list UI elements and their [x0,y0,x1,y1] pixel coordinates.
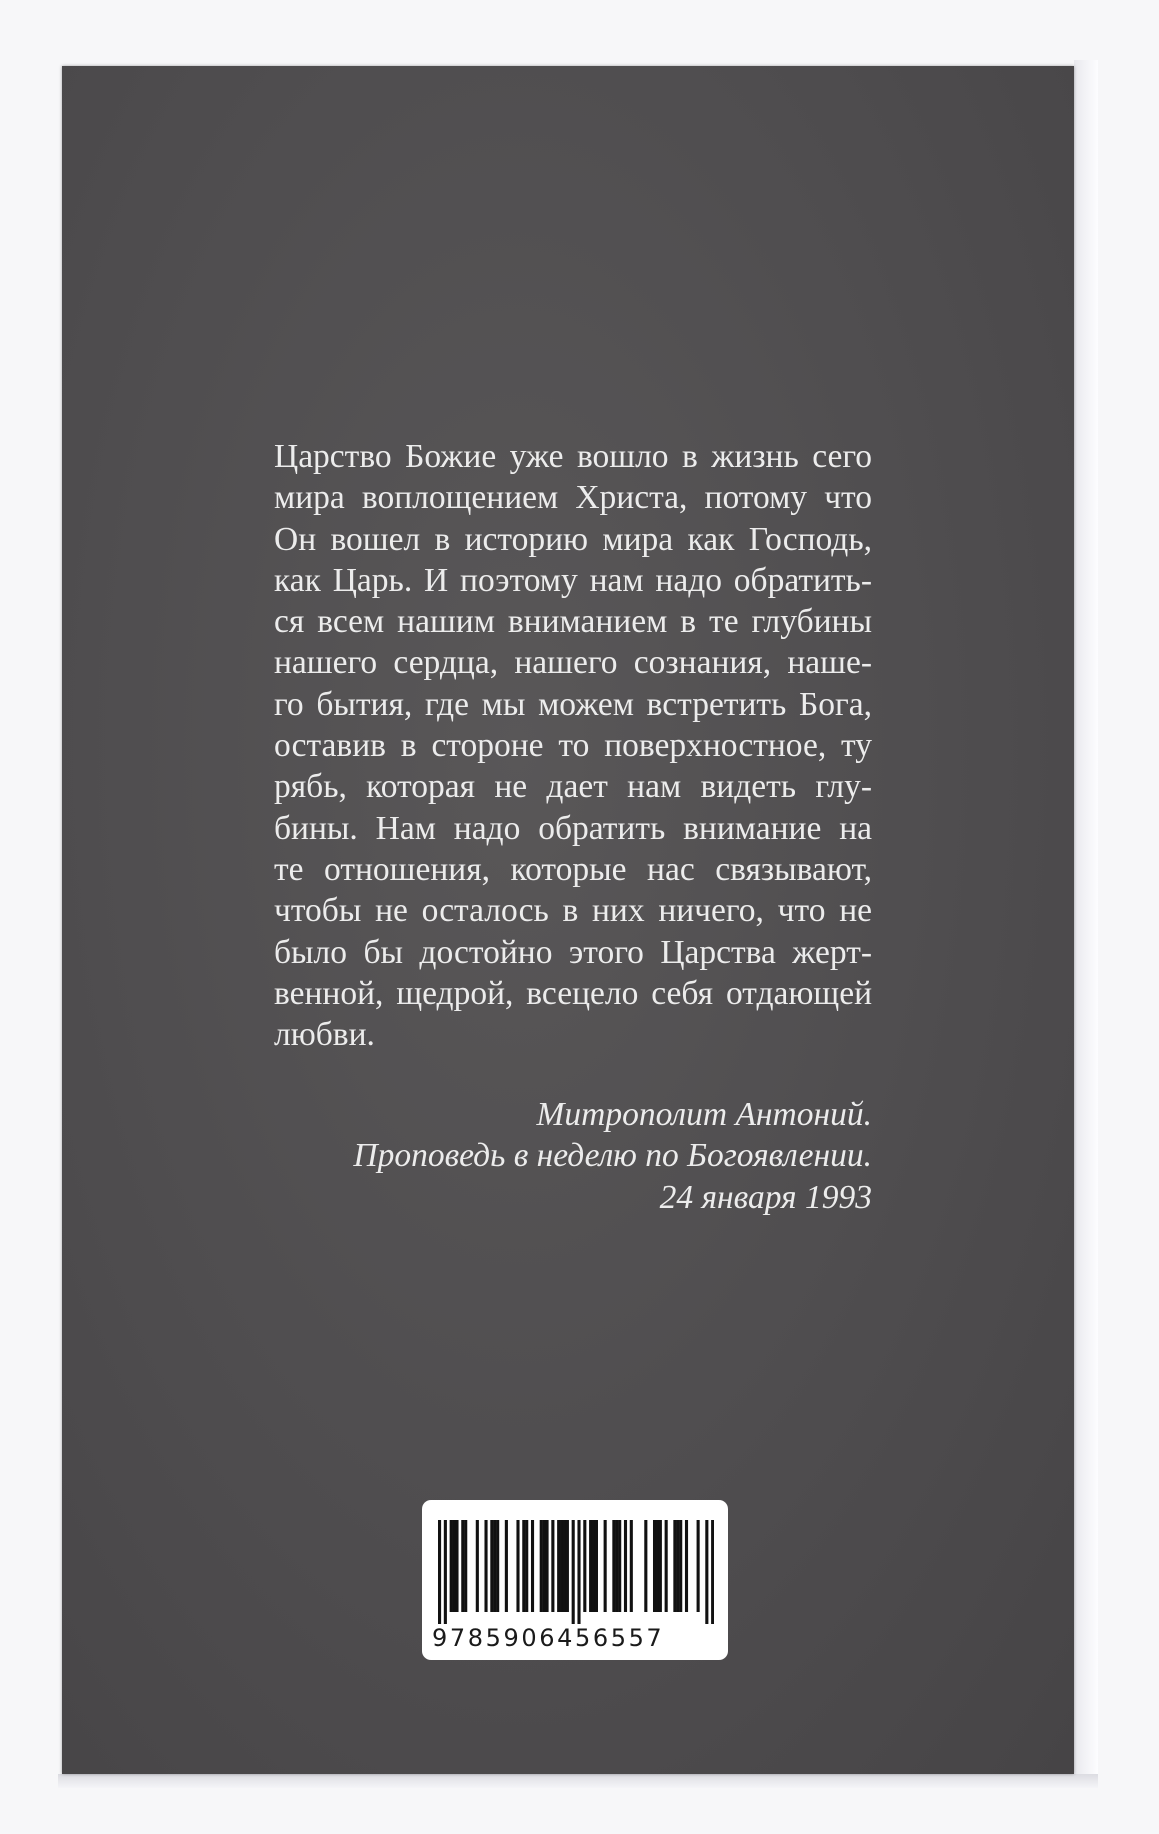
barcode-bar [653,1520,656,1612]
barcode-bar [644,1520,647,1612]
barcode-bar [673,1520,676,1612]
barcode-bar [476,1520,479,1612]
barcode-bar [531,1520,534,1612]
barcode-bar [540,1520,543,1612]
quote-line: го бытия, где мы можем встретить Бога, [274,685,872,723]
quote-line: рябь, которая не дает нам видеть глу- [274,768,872,806]
attribution-date: 24 января 1993 [659,1178,872,1216]
quote-line: Он вошел в историю мира как Господь, [274,520,872,558]
book-page-edge-right [1074,60,1098,1782]
barcode-bar [589,1520,592,1612]
barcode-bar [560,1520,563,1612]
barcode-bar [557,1520,560,1612]
barcode-bar [630,1520,633,1612]
barcode-bar [505,1520,508,1612]
quote-line: мира воплощением Христа, потому что [274,479,872,517]
barcode-bar [543,1520,546,1612]
barcode-bar [592,1520,595,1612]
barcode-bar [450,1520,453,1612]
barcode-bar [679,1520,682,1612]
barcode-bar [464,1520,467,1612]
barcode-bar [612,1520,615,1612]
barcode-bar [522,1520,525,1612]
barcode-bar [604,1520,607,1612]
quote-line: бины. Нам надо обратить внимание на [274,809,872,847]
barcode-bar [525,1520,528,1612]
barcode-digits: 9785906456557 [432,1624,665,1652]
barcode-bar [577,1520,580,1624]
barcode-bar [490,1520,493,1612]
barcode-bar [461,1520,464,1612]
quote-line: как Царь. И поэтому нам надо обратить- [274,561,872,599]
barcode-bar [676,1520,679,1612]
barcode-bar [484,1520,487,1612]
barcode-bar [656,1520,659,1612]
quote-line: нашего сердца, нашего сознания, наше- [274,644,872,682]
quote-line: оставив в стороне то поверхностное, ту [274,727,872,765]
barcode-bar [566,1520,569,1612]
barcode-bar [493,1520,496,1612]
barcode-bar [496,1520,499,1612]
barcode-bar [444,1520,447,1624]
barcode-bar [595,1520,598,1612]
barcode-bar [659,1520,662,1612]
quote-line: венной, щедрой, всецело себя отдающей [274,974,872,1012]
barcode-label [422,1500,728,1660]
quote-line: чтобы не осталось в них ничего, что не [274,892,872,930]
barcode-bar [455,1520,458,1612]
quote-text [274,436,872,1055]
attribution-author: Митрополит Антоний. [536,1096,872,1133]
book-page-edge-bottom [58,1774,1098,1788]
barcode-bar [705,1520,708,1624]
barcode-bar [563,1520,566,1612]
barcode-bar [618,1520,621,1612]
quote-line: любви. [274,1016,375,1054]
attribution-source: Проповедь в неделю по Богоявлении. [353,1137,872,1175]
barcode-bar [685,1520,688,1612]
barcode-bar [516,1520,519,1612]
barcode-bar [583,1520,586,1612]
quote-line: ся всем нашим вниманием в те глубины [274,603,872,641]
barcode-icon [438,1520,714,1624]
barcode-bar [615,1520,618,1612]
barcode-bar [572,1520,575,1624]
barcode-bar [697,1520,700,1612]
barcode-bar [438,1520,441,1624]
barcode-bar [453,1520,456,1612]
barcode-bar [665,1520,668,1612]
quote-line: было бы достойно этого Царства жерт- [274,933,872,971]
quote-line: Царство Божие уже вошло в жизнь сего [274,438,872,475]
barcode-bar [624,1520,627,1612]
barcode-bar [551,1520,554,1612]
barcode-bar [545,1520,548,1612]
barcode-bar [711,1520,714,1624]
quote-line: те отношения, которые нас связывают, [274,850,872,888]
attribution [274,1094,872,1218]
